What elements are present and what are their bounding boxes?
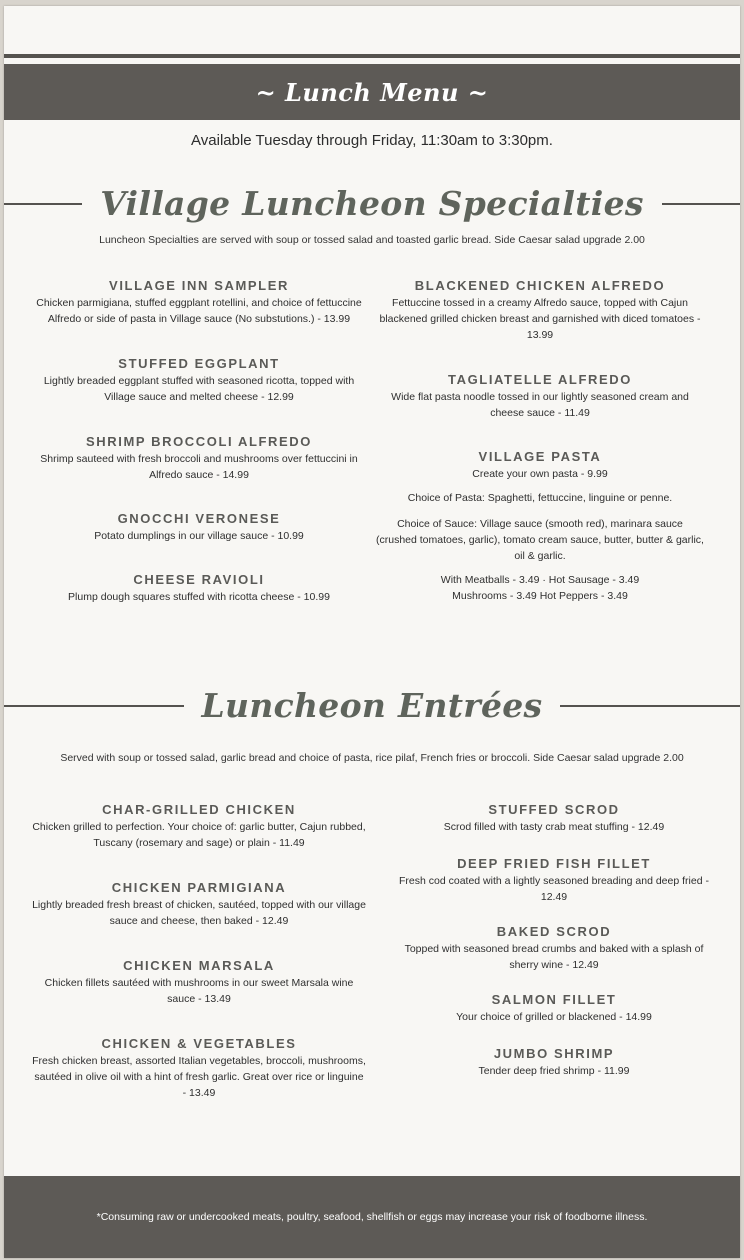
item-description: Plump dough squares stuffed with ricotta cheese - 10.99 — [68, 591, 330, 603]
item-name: STUFFED EGGPLANT — [118, 356, 280, 371]
item-description: Lightly breaded eggplant stuffed with seasoned ricotta, topped with Village sauce and melted cheese - 12.99 — [43, 375, 355, 403]
item-description: Topped with seasoned bread crumbs and baked with a splash of sherry wine - 12.49 — [404, 943, 704, 971]
addons-line-1: With Meatballs - 3.49 · Hot Sausage - 3.49 — [440, 574, 640, 586]
item-name: CHEESE RAVIOLI — [133, 572, 265, 587]
item-description: Create your own pasta - 9.99 — [472, 468, 608, 480]
item-name: SALMON FILLET — [491, 992, 617, 1007]
specialties-left-column — [32, 278, 366, 618]
item-description: Lightly breaded fresh breast of chicken, sautéed, topped with our village sauce and cheese, then baked - 12.49 — [32, 899, 366, 927]
item-description: Fresh chicken breast, assorted Italian vegetables, broccoli, mushrooms, sautéed in olive oil with a hint of fresh garlic. Great over rice or linguine - 13.49 — [32, 1055, 366, 1099]
menu-item — [376, 372, 704, 421]
entrees-right-column — [396, 802, 712, 1102]
menu-page — [4, 6, 740, 1258]
entrees-heading — [4, 686, 740, 725]
menu-item — [32, 511, 366, 544]
menu-item — [32, 1036, 366, 1101]
menu-title: ~ Lunch Menu ~ — [255, 77, 489, 107]
header-band — [4, 64, 740, 120]
menu-item — [396, 802, 712, 835]
item-name: STUFFED SCROD — [488, 802, 620, 817]
foodborne-disclaimer: *Consuming raw or undercooked meats, poultry, seafood, shellfish or eggs may increase your risk of foodborne illness. — [96, 1211, 648, 1223]
item-name: CHICKEN MARSALA — [123, 958, 275, 973]
heading-rule-left — [4, 203, 82, 205]
menu-item — [376, 278, 704, 343]
item-description: Scrod filled with tasty crab meat stuffing - 12.49 — [443, 821, 665, 833]
specialties-heading — [4, 184, 740, 223]
menu-item — [396, 992, 712, 1025]
menu-item — [32, 572, 366, 605]
menu-item — [32, 880, 366, 929]
menu-item — [32, 958, 366, 1007]
menu-item — [396, 924, 712, 973]
item-name: BLACKENED CHICKEN ALFREDO — [414, 278, 666, 293]
sauce-choice: Choice of Sauce: Village sauce (smooth red), marinara sauce (crushed tomatoes, garlic), tomato cream sauce, butter, butter & garlic, oil & garlic. — [376, 518, 704, 562]
item-name: BAKED SCROD — [496, 924, 612, 939]
specialties-right-column — [376, 278, 704, 618]
item-description: Wide flat pasta noodle tossed in our lightly seasoned cream and cheese sauce - 11.49 — [391, 391, 689, 419]
item-name: JUMBO SHRIMP — [493, 1046, 615, 1061]
item-name: CHAR-GRILLED CHICKEN — [102, 802, 296, 817]
item-description: Shrimp sauteed with fresh broccoli and mushrooms over fettuccini in Alfredo sauce - 14.99 — [40, 453, 358, 481]
menu-item — [376, 449, 704, 482]
item-name: CHICKEN PARMIGIANA — [111, 880, 287, 895]
heading-rule-left — [4, 705, 184, 707]
item-name: VILLAGE PASTA — [478, 449, 602, 464]
item-name: SHRIMP BROCCOLI ALFREDO — [85, 434, 313, 449]
menu-item — [32, 278, 366, 327]
item-name: CHICKEN & VEGETABLES — [101, 1036, 297, 1051]
entrees-title: Luncheon Entrées — [201, 686, 543, 725]
item-name: DEEP FRIED FISH FILLET — [457, 856, 651, 871]
item-description: Chicken grilled to perfection. Your choice of: garlic butter, Cajun rubbed, Tuscany (rosemary and sage) or plain - 11.49 — [32, 821, 366, 849]
item-name: VILLAGE INN SAMPLER — [109, 278, 289, 293]
menu-item — [396, 1046, 712, 1079]
item-description: Chicken parmigiana, stuffed eggplant rotellini, and choice of fettuccine Alfredo or side of pasta in Village sauce (No substutions.) - 13.99 — [36, 297, 362, 325]
item-description: Fettuccine tossed in a creamy Alfredo sauce, topped with Cajun blackened grilled chicken breast and garnished with diced tomatoes - 13.99 — [379, 297, 701, 341]
item-description: Potato dumplings in our village sauce - 10.99 — [94, 530, 304, 542]
heading-rule-right — [662, 203, 740, 205]
item-description: Tender deep fried shrimp - 11.99 — [478, 1065, 630, 1077]
footer-band — [4, 1176, 740, 1258]
item-description: Your choice of grilled or blackened - 14.99 — [456, 1011, 652, 1023]
entrees-note: Served with soup or tossed salad, garlic bread and choice of pasta, rice pilaf, French fries or broccoli. Side Caesar salad upgrade 2.00 — [60, 752, 684, 764]
menu-item — [32, 434, 366, 483]
menu-item — [396, 856, 712, 905]
top-rule — [4, 54, 740, 58]
item-description: Chicken fillets sautéed with mushrooms in our sweet Marsala wine sauce - 13.49 — [44, 977, 354, 1005]
menu-item — [32, 802, 366, 851]
menu-item — [32, 356, 366, 405]
item-name: TAGLIATELLE ALFREDO — [448, 372, 632, 387]
availability-text: Available Tuesday through Friday, 11:30am to 3:30pm. — [191, 132, 553, 149]
specialties-note: Luncheon Specialties are served with soup or tossed salad and toasted garlic bread. Side Caesar salad upgrade 2.00 — [99, 234, 645, 246]
specialties-title: Village Luncheon Specialties — [100, 184, 644, 223]
addons-line-2: Mushrooms - 3.49 Hot Peppers - 3.49 — [452, 590, 628, 602]
entrees-left-column — [32, 802, 366, 1122]
item-name: GNOCCHI VERONESE — [117, 511, 281, 526]
heading-rule-right — [560, 705, 740, 707]
pasta-choice: Choice of Pasta: Spaghetti, fettuccine, linguine or penne. — [407, 492, 673, 504]
item-description: Fresh cod coated with a lightly seasoned breading and deep fried - 12.49 — [399, 875, 709, 903]
